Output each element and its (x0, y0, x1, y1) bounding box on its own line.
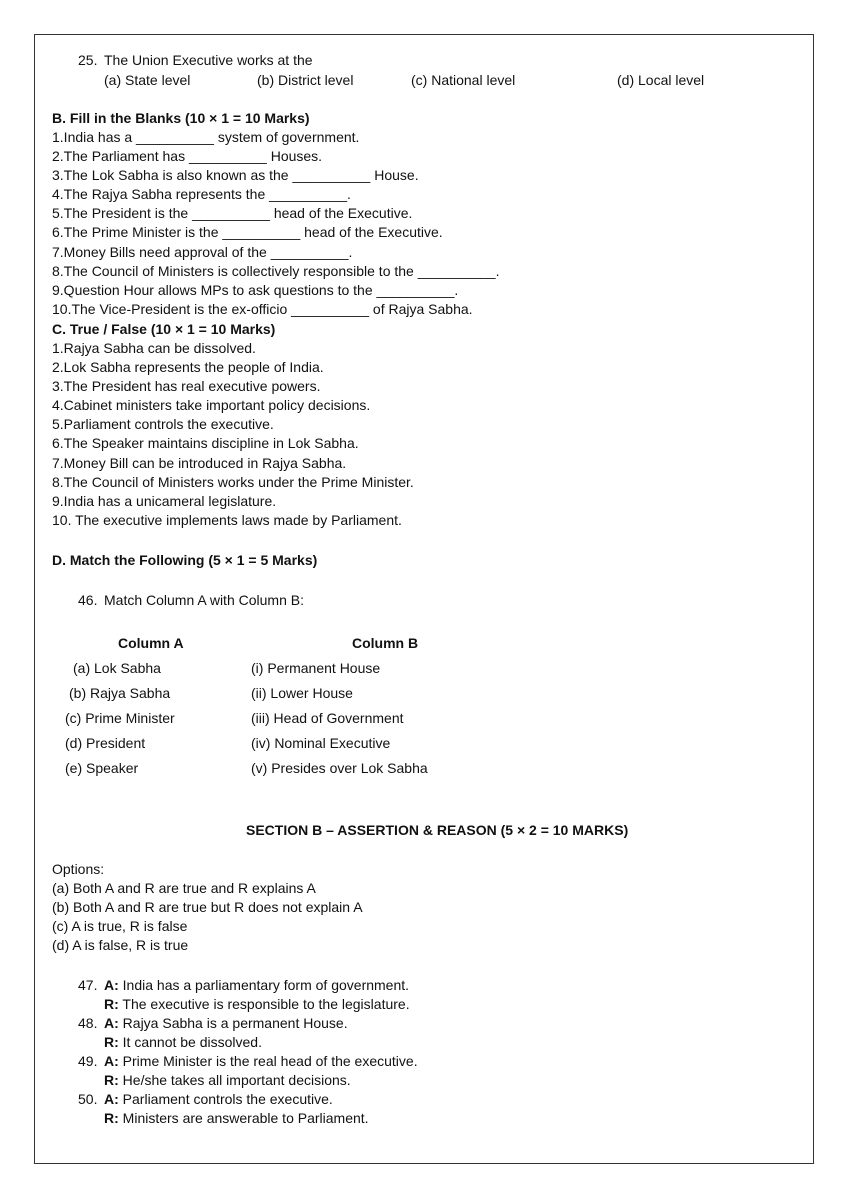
reason-label: R: (104, 996, 119, 1012)
reason-text: He/she takes all important decisions. (122, 1072, 351, 1088)
list-item: 7.Money Bill can be introduced in Rajya Sabha. (52, 454, 347, 471)
ar-option: (c) A is true, R is false (52, 918, 188, 935)
list-item: 3.The Lok Sabha is also known as the __________ House. (52, 167, 419, 184)
question-50-assertion (104, 1090, 333, 1109)
question-25-option-a: (a) State level (104, 72, 191, 88)
list-item: 4.Cabinet ministers take important policy decisions. (52, 397, 371, 414)
question-49-assertion (104, 1052, 418, 1071)
assertion-text: Rajya Sabha is a permanent House. (122, 1015, 348, 1031)
list-item: 2.Lok Sabha represents the people of India. (52, 359, 324, 376)
column-a-item: (a) Lok Sabha (73, 660, 161, 676)
assertion-label: A: (104, 1091, 119, 1107)
list-item: 8.The Council of Ministers is collectively responsible to the __________. (52, 262, 500, 279)
list-item: 8.The Council of Ministers works under the Prime Minister. (52, 473, 414, 490)
question-48-reason (104, 1033, 262, 1052)
ar-option: (b) Both A and R are true but R does not explain A (52, 899, 363, 916)
column-b-heading: Column B (352, 635, 419, 651)
reason-label: R: (104, 1034, 119, 1050)
column-b-item: (iv) Nominal Executive (251, 735, 391, 751)
question-49-number: 49. (78, 1053, 98, 1069)
reason-text: Ministers are answerable to Parliament. (122, 1110, 369, 1126)
true-false-list (52, 339, 414, 530)
question-25-number: 25. (78, 52, 98, 68)
match-heading: D. Match the Following (5 × 1 = 5 Marks) (52, 552, 318, 568)
assertion-label: A: (104, 1053, 119, 1069)
fill-blanks-heading: B. Fill in the Blanks (10 × 1 = 10 Marks) (52, 110, 310, 126)
column-a-heading: Column A (118, 635, 184, 651)
list-item: 3.The President has real executive powers. (52, 378, 321, 395)
question-48-assertion (104, 1014, 348, 1033)
list-item: 1.India has a __________ system of government. (52, 129, 360, 145)
column-a-item: (b) Rajya Sabha (69, 685, 171, 701)
list-item: 2.The Parliament has __________ Houses. (52, 148, 323, 165)
question-25-text: The Union Executive works at the (104, 52, 313, 68)
assertion-text: Prime Minister is the real head of the executive. (122, 1053, 418, 1069)
question-49-reason (104, 1071, 351, 1090)
reason-label: R: (104, 1072, 119, 1088)
question-50-number: 50. (78, 1091, 98, 1107)
list-item: 6.The Prime Minister is the __________ head of the Executive. (52, 224, 443, 241)
question-47-number: 47. (78, 977, 98, 993)
list-item: 1.Rajya Sabha can be dissolved. (52, 340, 256, 356)
column-b-item: (v) Presides over Lok Sabha (251, 760, 428, 776)
assertion-text: India has a parliamentary form of government. (122, 977, 410, 993)
column-a-item: (e) Speaker (65, 760, 139, 776)
fill-blanks-list (52, 128, 499, 319)
column-a-item: (d) President (65, 735, 146, 751)
column-b-item: (iii) Head of Government (251, 710, 404, 726)
column-b-item: (i) Permanent House (251, 660, 381, 676)
true-false-heading: C. True / False (10 × 1 = 10 Marks) (52, 321, 276, 337)
reason-text: The executive is responsible to the legislature. (122, 996, 410, 1012)
column-a-item: (c) Prime Minister (65, 710, 175, 726)
question-48-number: 48. (78, 1015, 98, 1031)
reason-text: It cannot be dissolved. (122, 1034, 262, 1050)
list-item: 9.Question Hour allows MPs to ask questions to the __________. (52, 281, 459, 298)
question-46-text: Match Column A with Column B: (104, 592, 304, 608)
assertion-reason-heading: SECTION B – ASSERTION & REASON (5 × 2 = 10 MARKS) (246, 822, 629, 838)
question-25-option-d: (d) Local level (617, 72, 705, 88)
question-50-reason (104, 1109, 369, 1128)
question-46-number: 46. (78, 592, 98, 608)
list-item: 5.The President is the __________ head of the Executive. (52, 205, 413, 222)
list-item: 10. The executive implements laws made by Parliament. (52, 511, 402, 528)
reason-label: R: (104, 1110, 119, 1126)
assertion-text: Parliament controls the executive. (122, 1091, 333, 1107)
question-25-option-c: (c) National level (411, 72, 516, 88)
list-item: 4.The Rajya Sabha represents the __________. (52, 186, 351, 203)
list-item: 10.The Vice-President is the ex-officio __________ of Rajya Sabha. (52, 300, 473, 317)
assertion-label: A: (104, 1015, 119, 1031)
list-item: 7.Money Bills need approval of the __________. (52, 243, 353, 260)
ar-options-list (52, 879, 363, 955)
question-47-reason (104, 995, 410, 1014)
assertion-label: A: (104, 977, 119, 993)
ar-option: (a) Both A and R are true and R explains A (52, 880, 316, 896)
question-47-assertion (104, 976, 409, 995)
ar-option: (d) A is false, R is true (52, 937, 189, 954)
column-b-item: (ii) Lower House (251, 685, 353, 701)
question-25-option-b: (b) District level (257, 72, 354, 88)
options-label: Options: (52, 861, 105, 877)
list-item: 9.India has a unicameral legislature. (52, 492, 277, 509)
list-item: 6.The Speaker maintains discipline in Lok Sabha. (52, 435, 359, 452)
list-item: 5.Parliament controls the executive. (52, 416, 274, 433)
